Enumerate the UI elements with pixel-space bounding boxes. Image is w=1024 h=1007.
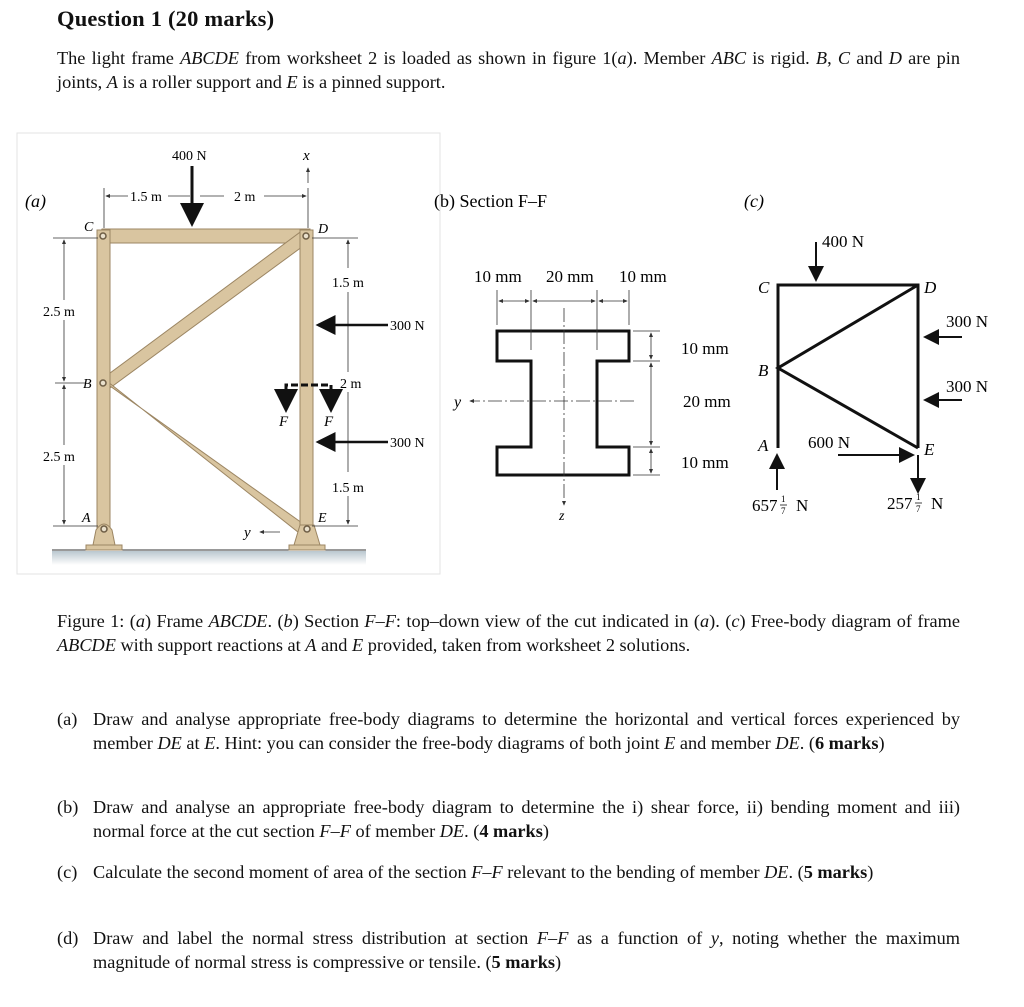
text-segment: B [815,48,828,68]
text-segment: are pin joints, [57,48,960,92]
fbd-node-e: E [924,440,935,459]
dim-1-5m: 1.5 m [130,190,162,205]
load-label-300n-lower: 300 N [390,436,425,451]
text-segment: a [700,611,710,631]
cut-label-f-left: F [279,414,289,430]
dim-flange-left: 10 mm [474,267,522,286]
pin-b [100,380,106,386]
i-beam-section [497,331,629,475]
fbd-label-300n-upper: 300 N [946,312,989,331]
question-title: Question 1 (20 marks) [57,6,275,31]
fbd-frame [778,285,918,448]
text-segment: with support reactions at [115,635,306,655]
fraction-numerator: 1 [916,492,921,502]
node-label-d: D [318,222,329,237]
fbd-label-reaction-e [887,492,943,514]
node-label-c: C [84,220,94,235]
text-segment: Draw and analyse appropriate free-body diagrams to determine the horizontal and vertical forces experienced by member [93,709,960,753]
dim-web: 20 mm [546,267,594,286]
part-a [57,707,960,755]
unit: N [796,496,809,515]
axis-x-label: x [303,148,310,164]
node-label-b: B [83,377,92,392]
part-label: (a) [57,709,78,729]
text-segment: ) Free-body diagram of frame [739,611,960,631]
text-segment: ). Member [626,48,712,68]
text-segment: , noting whether the maximum magnitude of normal stress is compressive or tensile. ( [93,928,960,972]
text-segment: DE [157,733,182,753]
node-label-e: E [318,511,327,526]
text-segment: E [286,72,298,92]
text-segment: ) [542,821,549,841]
text-segment: 6 marks [814,733,879,753]
dim-ba: 2.5 m [43,450,75,465]
fbd-node-a: A [758,436,769,455]
figure-b-label: (b) Section F–F [434,191,548,211]
text-segment: F–F [319,821,351,841]
text-segment: . ( [464,821,480,841]
text-segment: F–F [536,928,569,948]
text-segment: 5 marks [803,862,868,882]
part-d [57,926,960,974]
text-segment: of member [350,821,440,841]
fbd-node-d: D [924,278,937,297]
dim-2m: 2 m [234,190,256,205]
text-segment: E [352,635,364,655]
text-segment: is a pinned support. [297,72,446,92]
text-segment: b [283,611,293,631]
text-segment: The light frame [57,48,181,68]
text-segment: ) [555,952,562,972]
fbd-node-c: C [758,278,770,297]
dim-d-2m: 2 m [340,377,362,392]
pin-a [101,526,107,532]
text-segment: C [837,48,851,68]
part-b [57,795,960,843]
text-segment: relevant to the bending of member [502,862,765,882]
text-segment: E [664,733,676,753]
text-segment: is a roller support and [117,72,287,92]
fraction-denominator: 7 [781,506,786,516]
text-segment: ) Section [292,611,365,631]
text-segment: c [731,611,740,631]
load-label-400n: 400 N [172,149,207,164]
text-segment: 4 marks [479,821,543,841]
text-segment: . ( [788,862,804,882]
text-segment: a [135,611,145,631]
text-segment: and [316,635,352,655]
fraction-numerator: 1 [781,494,786,504]
text-segment: DE [775,733,800,753]
dim-cb: 2.5 m [43,305,75,320]
text-segment: : top–down view of the cut indicated in ( [395,611,701,631]
text-segment: y [710,928,719,948]
fbd-label-600n: 600 N [808,433,851,452]
text-segment: F–F [364,611,396,631]
fbd-label-300n-lower: 300 N [946,377,989,396]
figure-a-border [17,133,440,574]
part-label: (c) [57,862,78,882]
node-label-a: A [82,511,91,526]
text-segment: DE [764,862,789,882]
member-cd [97,229,310,243]
support-plate-a [86,545,122,550]
fbd-node-b: B [758,361,769,380]
text-segment: and [850,48,889,68]
pin-c [100,233,106,239]
text-segment: provided, taken from worksheet 2 solutions. [363,635,691,655]
pin-d [303,233,309,239]
text-segment: Figure 1: ( [57,611,136,631]
fbd-label-400n: 400 N [822,232,865,251]
fbd-label-reaction-a [752,494,808,516]
unit: N [931,494,944,513]
part-label: (b) [57,797,79,817]
text-segment: ABCDE [208,611,268,631]
fbd-diagonals [778,285,918,448]
axis-y-label: y [244,525,251,541]
reaction-e-whole: 257 [887,494,913,513]
text-segment: ABCDE [180,48,239,68]
text-segment: A [305,635,317,655]
text-segment: . ( [267,611,284,631]
text-segment: from worksheet 2 is loaded as shown in figure 1( [238,48,618,68]
figure-c-label: (c) [744,191,764,211]
pin-e [304,526,310,532]
text-segment: ) [867,862,874,882]
fraction-denominator: 7 [916,504,921,514]
section-axis-y: y [454,394,462,411]
figure-a-frame [17,133,440,574]
dim-d-1-5m-lower: 1.5 m [332,481,364,496]
dim-d-1-5m: 1.5 m [332,276,364,291]
text-segment: , [827,48,838,68]
dim-flange-right: 10 mm [619,267,667,286]
text-segment: and member [675,733,776,753]
text-segment: . ( [799,733,815,753]
dim-web-height: 20 mm [683,392,731,411]
text-segment: 5 marks [491,952,556,972]
text-segment: as a function of [568,928,711,948]
figure-c-fbd [744,191,988,516]
figure-b-section [434,191,731,524]
text-segment: D [888,48,902,68]
text-segment: E [204,733,216,753]
text-segment: a [617,48,627,68]
text-segment: . Hint: you can consider the free-body diagrams of both joint [215,733,665,753]
member-de [300,230,313,530]
figure-a-label: (a) [25,191,46,211]
load-label-300n-upper: 300 N [390,319,425,334]
text-segment: ). ( [709,611,732,631]
text-segment: Draw and label the normal stress distribution at section [93,928,537,948]
text-segment: A [106,72,118,92]
part-text [93,795,960,843]
text-segment: F–F [471,862,503,882]
dim-bottom-flange: 10 mm [681,453,729,472]
text-segment: at [181,733,205,753]
text-segment: DE [439,821,465,841]
support-plate-e [289,545,325,550]
text-segment: ABC [711,48,747,68]
text-segment: is rigid. [746,48,816,68]
part-label: (d) [57,928,79,948]
part-text [93,860,960,884]
text-segment: Calculate the second moment of area of the section [93,862,472,882]
part-c [57,860,960,884]
ground [52,551,366,565]
text-segment: Draw and analyse an appropriate free-body diagram to determine the i) shear force, ii) bending moment and iii) normal force at the cut section [93,797,960,841]
section-axis-z: z [559,509,565,524]
member-abc [97,230,110,528]
part-text [93,707,960,755]
part-text [93,926,960,974]
figure-caption [57,609,960,657]
dim-top-flange: 10 mm [681,339,729,358]
text-segment: ) [878,733,885,753]
text-segment: ABCDE [57,635,116,655]
reaction-a-whole: 657 [752,496,778,515]
cut-label-f-right: F [324,414,334,430]
text-segment: ) Frame [144,611,209,631]
